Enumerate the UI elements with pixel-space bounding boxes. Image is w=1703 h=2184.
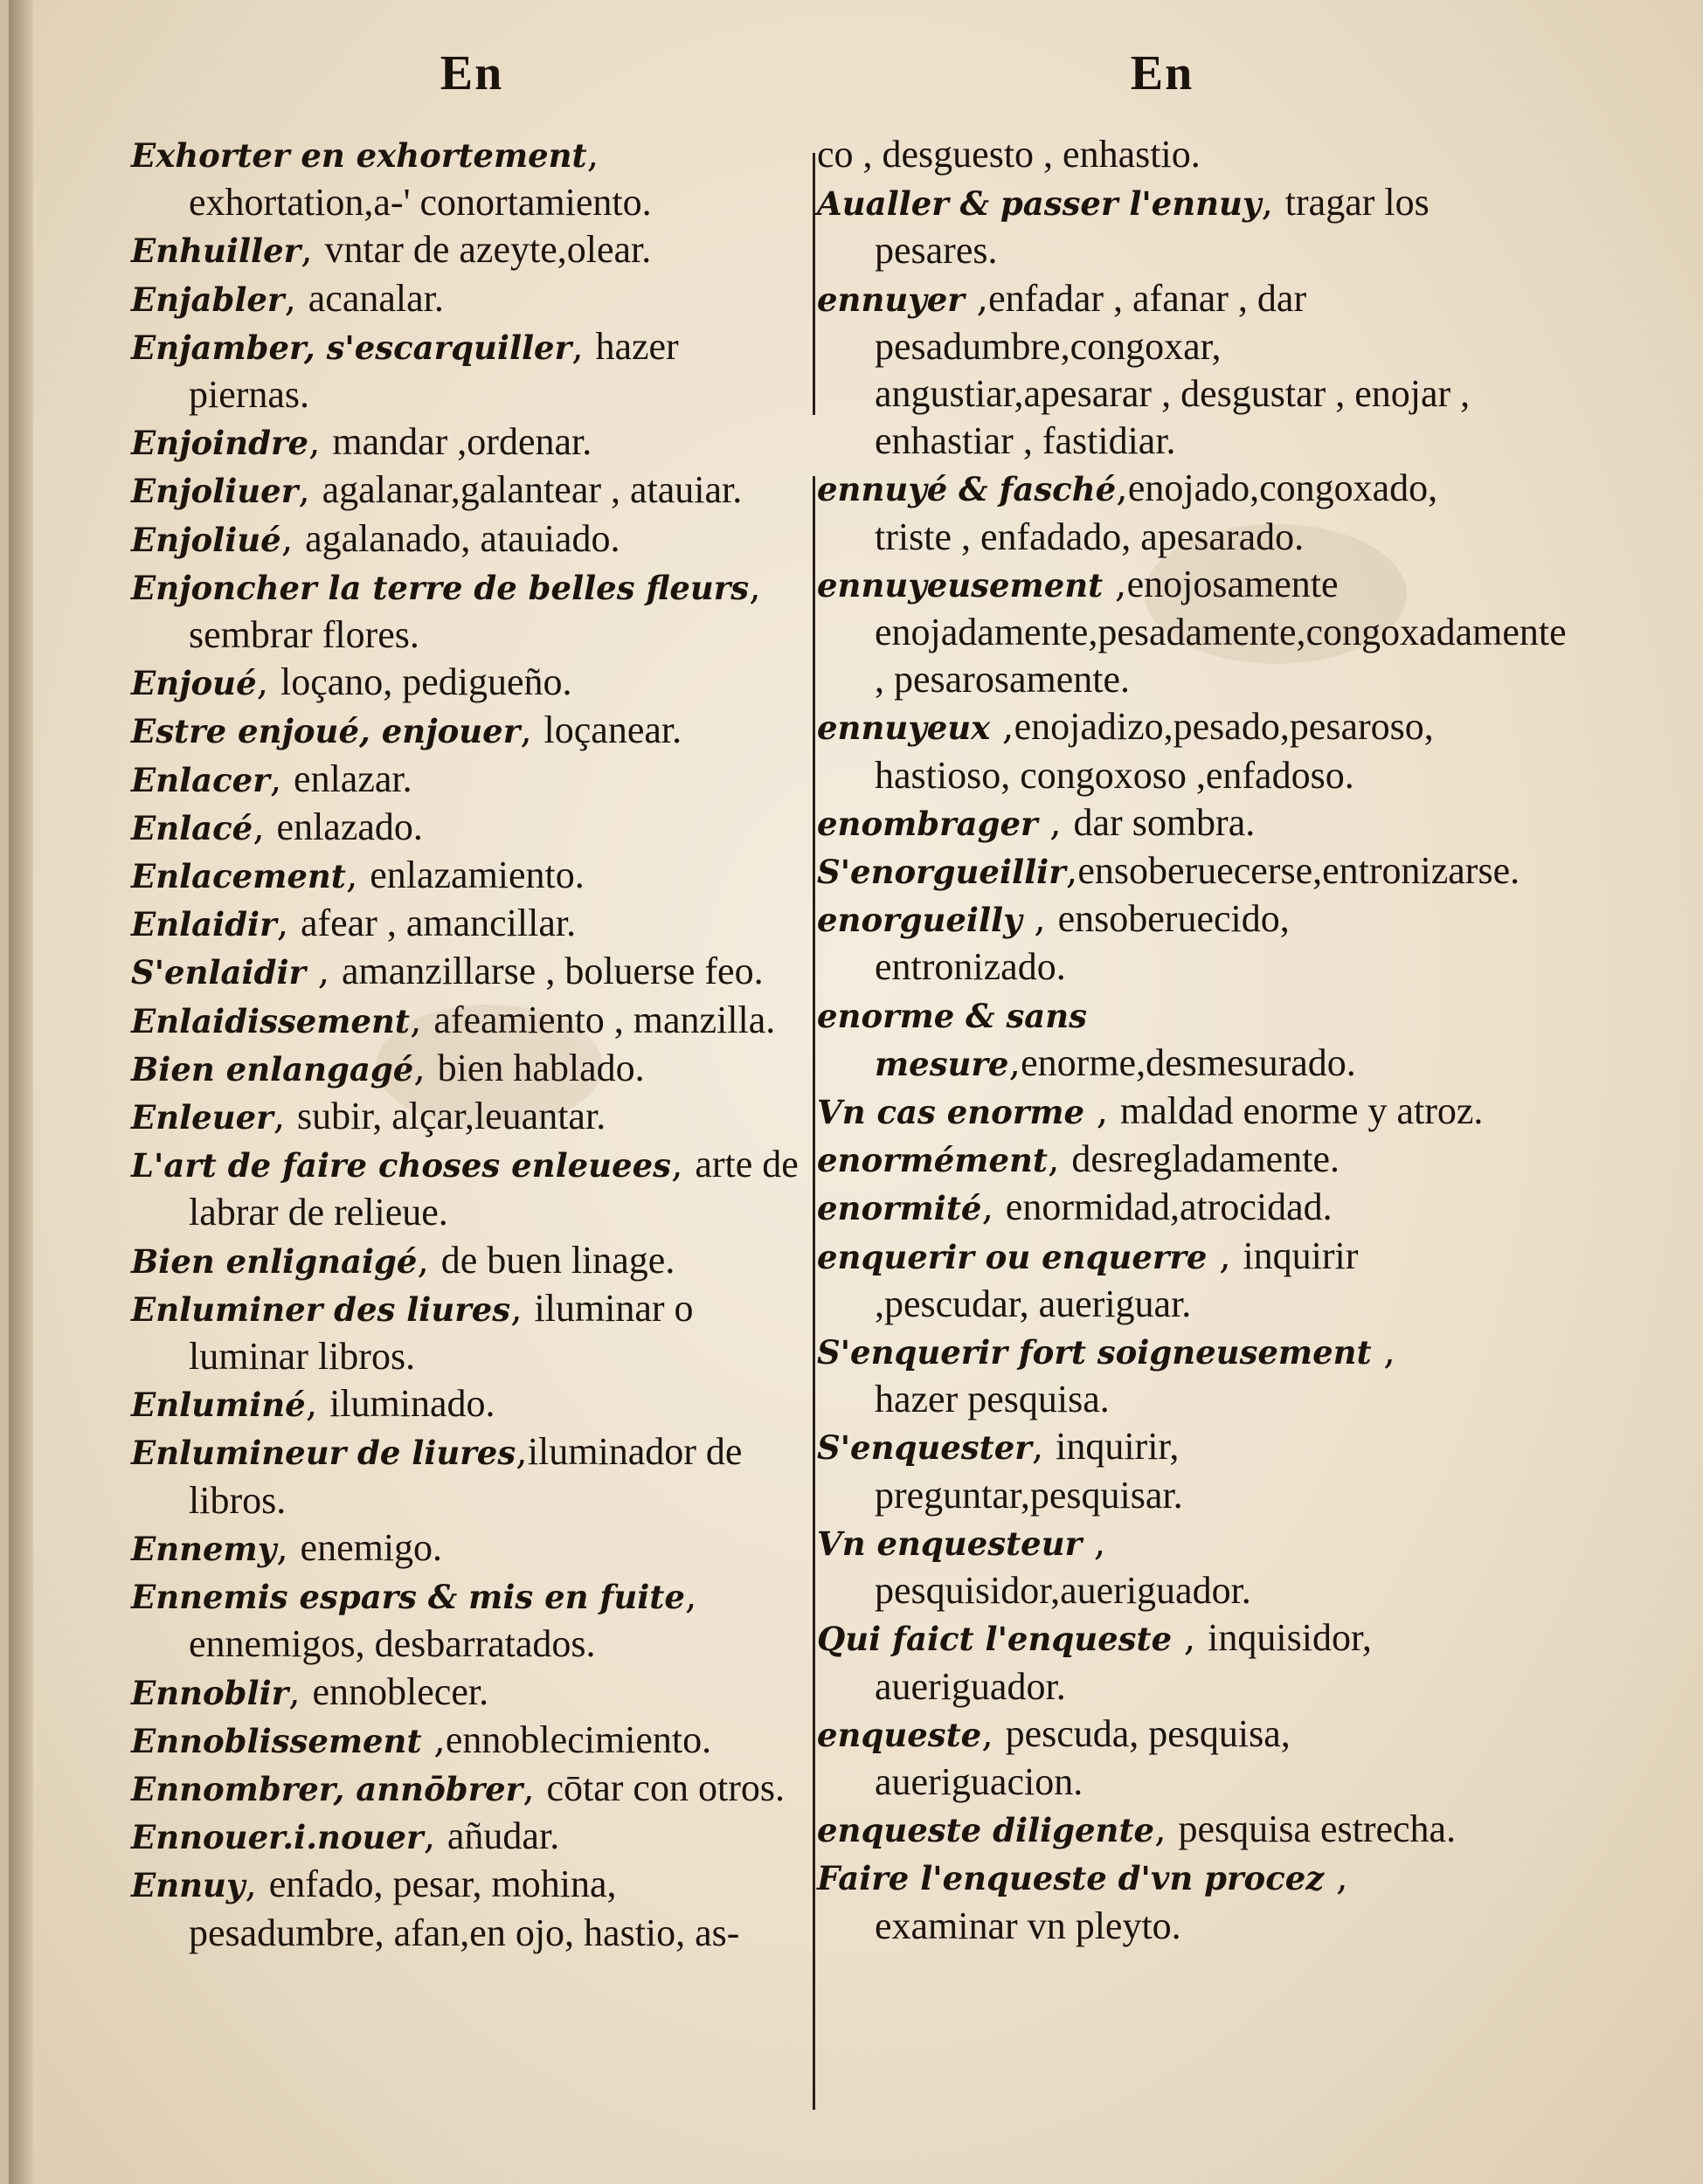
entry-separator: , — [1207, 1234, 1243, 1278]
dictionary-entry — [131, 659, 804, 707]
dictionary-entry — [131, 707, 804, 755]
entry-separator: , — [749, 564, 761, 609]
french-headword: Enlaidir — [131, 905, 277, 944]
entry-separator: , — [1154, 1807, 1179, 1852]
entry-separator: , — [245, 1863, 269, 1907]
entry-separator: , — [305, 1382, 330, 1427]
entry-separator: , — [1371, 1330, 1395, 1374]
left-running-header: En — [440, 46, 504, 100]
spanish-translation: acanalar. — [308, 276, 444, 320]
spanish-translation: maldad enorme y atroz. — [1120, 1089, 1484, 1133]
dictionary-entry — [131, 1861, 804, 1956]
dictionary-entry — [817, 847, 1520, 895]
entry-separator: , — [523, 1766, 547, 1810]
french-headword: S'enlaidir — [131, 953, 306, 992]
entry-separator: , — [269, 757, 294, 801]
spanish-translation: enojado,congoxado, triste , enfadado, apesarado. — [875, 467, 1438, 558]
french-headword: Estre enjoué, enjouer — [131, 712, 521, 751]
spanish-translation: examinar vn pleyto. — [875, 1904, 1181, 1947]
spanish-translation: sembrar flores. — [189, 613, 419, 657]
page-binding-edge — [9, 0, 33, 2184]
french-headword: Enlacer — [131, 760, 270, 799]
dictionary-entry — [817, 1519, 1490, 1614]
dictionary-entry — [817, 1711, 1490, 1806]
french-headword: enorme & sans mesure — [817, 996, 1088, 1083]
spanish-translation: enfado, pesar, mohina, pesadumbre, afan,en ojo, hastio, as- — [189, 1863, 740, 1954]
french-headword: Vn cas enorme — [817, 1093, 1085, 1132]
french-headword: enquerir ou enquerre — [817, 1237, 1208, 1276]
spanish-translation: iluminar o luminar libros. — [189, 1286, 694, 1379]
dictionary-entry — [131, 131, 804, 226]
dictionary-entry — [817, 799, 1490, 847]
entry-separator: , — [298, 468, 322, 513]
dictionary-entry — [817, 465, 1490, 560]
column-divider-rule — [813, 476, 815, 2110]
entry-separator: , — [684, 1574, 697, 1619]
dictionary-entry — [131, 515, 804, 563]
french-headword: Enlacement — [131, 857, 346, 896]
entry-separator: , — [981, 1711, 1006, 1756]
dictionary-entry — [817, 179, 1490, 274]
dictionary-entry — [817, 1854, 1490, 1949]
french-headword: Enjoliué — [131, 520, 281, 559]
spanish-translation: hazer pesquisa. — [875, 1378, 1110, 1421]
spanish-translation: de buen linage. — [440, 1238, 675, 1282]
french-headword: Enlumineur de liures — [131, 1434, 516, 1473]
french-headword: Bien enlangagé — [131, 1049, 414, 1089]
spanish-translation: pesquisidor,aueriguador. — [875, 1569, 1251, 1613]
spanish-translation: iluminador de libros. — [189, 1430, 743, 1522]
french-headword: Ennouer.i.nouer — [131, 1818, 424, 1857]
french-headword: Aualler & passer l'ennuy — [817, 184, 1262, 224]
french-headword: Ennoblissement — [131, 1721, 422, 1760]
french-headword: Enhuiller — [131, 232, 301, 271]
french-headword: Ennemis espars & mis en fuite — [131, 1578, 685, 1617]
french-headword: ennuyé & fasché — [817, 470, 1117, 509]
entry-separator: , — [516, 1430, 528, 1475]
spanish-translation: enormidad,atrocidad. — [1005, 1185, 1333, 1229]
french-headword: enombrager — [817, 804, 1038, 843]
entry-separator: , — [1048, 1137, 1072, 1182]
entry-separator: , — [670, 1143, 696, 1187]
spanish-translation: tragar los pesares. — [875, 181, 1430, 273]
entry-separator: , — [981, 1185, 1006, 1230]
dictionary-entry — [131, 1572, 804, 1668]
entry-separator: , — [256, 660, 280, 705]
entry-separator: , — [1008, 1040, 1021, 1085]
entry-separator: , — [1082, 1520, 1106, 1565]
dictionary-entry — [817, 992, 1490, 1088]
french-headword: Enluminé — [131, 1386, 306, 1425]
spanish-translation: pesquisa estrecha. — [1178, 1807, 1457, 1851]
dictionary-entry — [817, 1328, 1490, 1423]
spanish-translation: pescuda, pesquisa, aueriguacion. — [875, 1711, 1291, 1803]
entry-separator: , — [413, 1046, 438, 1090]
entry-separator: , — [280, 516, 306, 561]
dictionary-entry — [817, 1806, 1490, 1854]
french-headword: Enjoindre — [131, 424, 309, 463]
french-headword: Enjoliuer — [131, 472, 299, 511]
spanish-translation: enlazamiento. — [370, 854, 585, 897]
spanish-translation: dar sombra. — [1073, 800, 1256, 844]
dictionary-entry — [131, 1141, 804, 1236]
french-headword: Enjamber, s'escarquiller — [131, 328, 572, 367]
spanish-translation: inquisidor, aueriguador. — [875, 1616, 1372, 1708]
entry-separator: , — [276, 902, 301, 946]
dictionary-entry — [131, 948, 804, 996]
dictionary-entry — [131, 418, 804, 467]
entry-separator: , — [1324, 1856, 1348, 1900]
dictionary-entry — [131, 275, 804, 323]
spanish-translation: co , desguesto , enhastio. — [817, 133, 1201, 176]
entry-separator: , — [990, 705, 1014, 750]
dictionary-entry — [817, 1184, 1490, 1232]
spanish-translation: iluminado. — [329, 1382, 495, 1426]
dictionary-entry — [817, 1423, 1490, 1518]
spanish-translation: enojosamente enojadamente,pesadamente,congoxadamente , pesarosamente. — [875, 562, 1567, 702]
french-headword: enqueste diligente — [817, 1811, 1155, 1850]
french-headword: Enjabler — [131, 280, 285, 319]
entry-separator: , — [964, 276, 989, 321]
spanish-translation: ennemigos, desbarratados. — [189, 1622, 596, 1666]
french-headword: Faire l'enqueste d'vn procez — [817, 1859, 1325, 1898]
french-headword: Bien enlignaigé — [131, 1241, 418, 1281]
spanish-translation: vntar de azeyte,olear. — [324, 228, 652, 272]
french-headword: ennuyer — [817, 280, 965, 319]
dictionary-entry — [131, 1093, 804, 1141]
spanish-translation: ennoblecer. — [312, 1669, 489, 1713]
entry-separator: , — [1103, 562, 1127, 606]
spanish-translation: agalanar,galantear , atauiar. — [322, 468, 743, 512]
dictionary-entry — [817, 131, 1490, 179]
spanish-translation: enemigo. — [300, 1525, 443, 1569]
dictionary-entry — [131, 1285, 804, 1380]
entry-separator: , — [410, 998, 434, 1042]
french-headword: ennuyeux — [817, 708, 991, 748]
entry-separator: , — [306, 950, 343, 994]
french-headword: Ennemy — [131, 1529, 277, 1568]
dictionary-entry — [131, 467, 804, 515]
dictionary-entry — [131, 1669, 804, 1717]
french-headword: enormité — [817, 1189, 982, 1228]
dictionary-entry — [131, 852, 804, 900]
entry-separator: , — [1116, 467, 1128, 511]
dictionary-page — [9, 0, 1703, 2184]
dictionary-entry — [817, 1614, 1490, 1710]
french-headword: Exhorter en exhortement — [131, 136, 587, 175]
spanish-translation: enlazado. — [276, 805, 423, 848]
entry-separator: , — [586, 133, 599, 176]
column-divider-rule — [813, 153, 815, 415]
dictionary-entry — [817, 1088, 1490, 1136]
french-headword: Enlaidissement — [131, 1001, 410, 1040]
entry-separator: , — [253, 805, 277, 849]
entry-separator: , — [510, 1286, 535, 1330]
dictionary-entry — [131, 226, 804, 274]
dictionary-entry — [131, 1765, 804, 1813]
entry-separator: , — [288, 1669, 313, 1714]
dictionary-entry — [131, 1380, 804, 1428]
dictionary-entry — [817, 703, 1490, 798]
french-headword: Vn enquesteur — [817, 1524, 1083, 1563]
dictionary-entry — [131, 323, 804, 418]
french-headword: Ennombrer, annōbrer — [131, 1769, 523, 1808]
spanish-translation: exhortation,a-' conortamiento. — [189, 181, 652, 225]
french-headword: Ennoblir — [131, 1673, 289, 1712]
spanish-translation: arte de labrar de relieue. — [189, 1143, 799, 1234]
spanish-translation: agalanado, atauiado. — [305, 516, 620, 560]
french-headword: L'art de faire choses enleuees — [131, 1146, 671, 1185]
spanish-translation: amanzillarse , boluerse feo. — [342, 950, 764, 993]
spanish-translation: subir, alçar,leuantar. — [296, 1095, 606, 1138]
french-headword: Enleuer — [131, 1098, 273, 1137]
entry-separator: , — [1031, 1425, 1056, 1469]
french-headword: S'enquester — [817, 1428, 1032, 1468]
dictionary-entry — [131, 900, 804, 948]
spanish-translation: ensoberuecerse,entronizarse. — [1077, 849, 1520, 893]
entry-separator: , — [1021, 897, 1058, 942]
dictionary-entry — [131, 1717, 804, 1765]
french-headword: enormément — [817, 1141, 1048, 1180]
dictionary-entry — [131, 804, 804, 852]
french-headword: Enjoué — [131, 664, 257, 703]
entry-separator: , — [301, 228, 325, 273]
entry-separator: , — [284, 276, 308, 321]
spanish-translation: bien hablado. — [437, 1046, 645, 1089]
spanish-translation: inquirir ,pescudar, aueriguar. — [875, 1234, 1359, 1325]
spanish-translation: inquirir, preguntar,pesquisar. — [875, 1425, 1183, 1517]
dictionary-entry — [131, 563, 804, 659]
spanish-translation: hazer piernas. — [189, 324, 679, 417]
spanish-translation: desregladamente. — [1071, 1137, 1340, 1181]
spanish-translation: añudar. — [447, 1814, 560, 1858]
spanish-translation: cōtar con otros. — [546, 1766, 785, 1809]
french-headword: S'enorgueillir — [817, 853, 1066, 892]
entry-separator: , — [1261, 181, 1285, 225]
entry-separator: , — [1172, 1616, 1208, 1661]
entry-separator: , — [1084, 1089, 1121, 1134]
dictionary-entry — [131, 1237, 804, 1285]
dictionary-entry — [131, 756, 804, 804]
entry-separator: , — [308, 420, 333, 465]
french-headword: ennuyeusement — [817, 565, 1104, 605]
spanish-translation: enlazar. — [294, 757, 412, 800]
dictionary-entry — [131, 1428, 804, 1524]
entry-separator: , — [423, 1814, 447, 1859]
french-headword: Enlacé — [131, 808, 253, 847]
dictionary-entry — [817, 1233, 1490, 1328]
spanish-translation: loçanear. — [543, 708, 682, 752]
entry-separator: , — [421, 1717, 446, 1762]
spanish-translation: mandar ,ordenar. — [332, 420, 592, 464]
dictionary-entry — [817, 275, 1490, 466]
spanish-translation: enorme,desmesurado. — [1021, 1040, 1356, 1084]
spanish-translation: afear , amancillar. — [300, 902, 577, 945]
entry-separator: , — [1037, 800, 1074, 845]
french-headword: Enjoncher la terre de belles fleurs — [131, 568, 750, 607]
dictionary-entry — [131, 997, 804, 1045]
spanish-translation: enojadizo,pesado,pesaroso, hastioso, congoxoso ,enfadoso. — [875, 705, 1434, 797]
french-headword: S'enquerir fort soigneusement — [817, 1333, 1372, 1372]
entry-separator: , — [273, 1095, 297, 1139]
dictionary-entry — [817, 895, 1490, 991]
spanish-translation: afeamiento , manzilla. — [433, 998, 776, 1041]
right-column — [817, 131, 1567, 1950]
entry-separator: , — [276, 1525, 301, 1570]
dictionary-entry — [817, 1136, 1490, 1184]
spanish-translation: enfadar , afanar , dar pesadumbre,congoxar, angustiar,apesarar , desgustar , enojar , enhastiar , fastidiar. — [875, 276, 1471, 463]
right-running-header: En — [1130, 46, 1194, 100]
entry-separator: , — [520, 708, 544, 753]
entry-separator: , — [1065, 849, 1078, 894]
entry-separator: , — [345, 854, 370, 898]
entry-separator: , — [417, 1238, 441, 1282]
french-headword: Ennuy — [131, 1866, 246, 1905]
entry-separator: , — [571, 324, 596, 369]
french-headword: Enluminer des liures — [131, 1289, 511, 1329]
spanish-translation: ennoblecimiento. — [445, 1717, 712, 1761]
french-headword: enorgueilly — [817, 901, 1022, 940]
dictionary-entry — [817, 561, 1567, 704]
dictionary-entry — [131, 1045, 804, 1093]
french-headword: enqueste — [817, 1715, 982, 1754]
dictionary-entry — [131, 1524, 804, 1572]
french-headword: Qui faict l'enqueste — [817, 1620, 1173, 1659]
left-column — [131, 131, 804, 1957]
spanish-translation: ensoberuecido, entronizado. — [875, 897, 1290, 989]
dictionary-entry — [131, 1813, 804, 1861]
spanish-translation: loçano, pedigueño. — [280, 660, 572, 704]
